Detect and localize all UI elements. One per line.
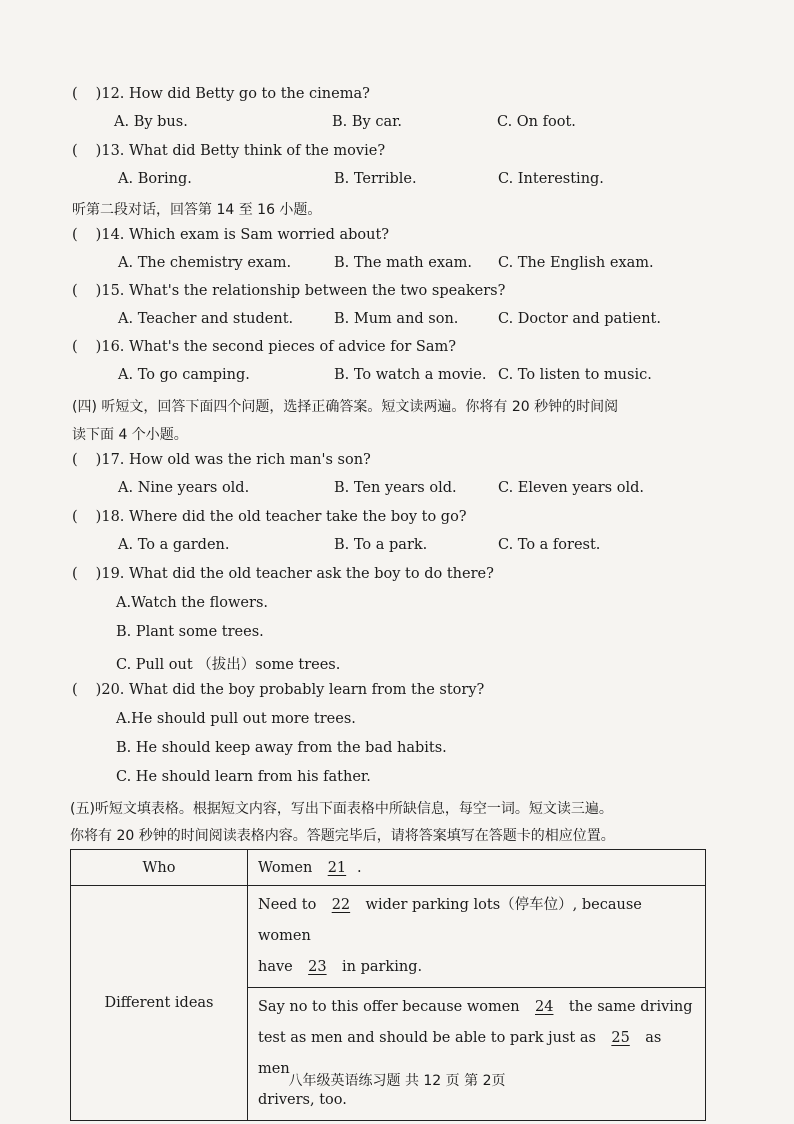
question-16 — [72, 339, 456, 355]
option-c: C. He should learn from his father. — [116, 769, 371, 785]
idea1-text-b: wider parking lots（停车位）, because women — [258, 897, 642, 944]
option-a: A. The chemistry exam. — [118, 255, 292, 271]
answer-paren-open[interactable]: ( — [72, 566, 78, 582]
question-19 — [72, 566, 494, 582]
idea2-text-a: Say no to this offer because women — [258, 999, 520, 1015]
option-a: A. Boring. — [118, 171, 192, 187]
blank-23[interactable]: 23 — [308, 959, 327, 975]
question-15 — [72, 283, 505, 299]
instruction-part2: 听第二段对话，回答第 14 至 16 小题。 — [72, 202, 322, 218]
option-b: B. Terrible. — [334, 171, 417, 187]
page-footer: 八年级英语练习题 共 12 页 第 2页 — [288, 1073, 506, 1089]
question-17 — [72, 452, 371, 468]
idea2-text-c: test as men and should be able to park just as — [258, 1030, 596, 1046]
answer-paren-open[interactable]: ( — [72, 339, 78, 355]
option-b: B. To a park. — [334, 537, 428, 553]
idea-one-cell — [248, 886, 706, 988]
answer-paren-open[interactable]: ( — [72, 143, 78, 159]
option-c: C. To listen to music. — [498, 367, 652, 383]
option-b: B. The math exam. — [334, 255, 473, 271]
question-stem: 15. What's the relationship between the two speakers? — [101, 283, 506, 299]
row-who-content — [248, 850, 706, 886]
answer-paren-open[interactable]: ( — [72, 227, 78, 243]
answer-paren-close: ) — [95, 227, 102, 243]
idea1-text-c: have — [258, 959, 293, 975]
question-14 — [72, 227, 389, 243]
answer-paren-close: ) — [95, 509, 102, 525]
question-18 — [72, 509, 467, 525]
who-suffix: . — [356, 859, 362, 876]
option-c: C. The English exam. — [498, 255, 654, 271]
instruction-part4-line1: (四) 听短文，回答下面四个问题，选择正确答案。短文读两遍。你将有 20 秒钟的时间阅 — [72, 399, 619, 415]
answer-paren-close: ) — [95, 283, 102, 299]
answer-paren-close: ) — [95, 682, 102, 698]
option-c: C. Pull out （拔出）some trees. — [116, 657, 341, 673]
answer-paren-close: ) — [95, 339, 102, 355]
row-label-who: Who — [71, 850, 248, 886]
option-b: B. Plant some trees. — [116, 624, 264, 640]
option-b: B. He should keep away from the bad habits. — [116, 740, 447, 756]
question-stem: 16. What's the second pieces of advice for Sam? — [101, 339, 456, 355]
answer-paren-open[interactable]: ( — [72, 452, 78, 468]
answer-paren-close: ) — [95, 566, 102, 582]
option-c: C. Eleven years old. — [498, 480, 644, 496]
option-a: A. To a garden. — [118, 537, 230, 553]
option-a: A. Teacher and student. — [118, 311, 294, 327]
answer-paren-open[interactable]: ( — [72, 509, 78, 525]
question-20 — [72, 682, 484, 698]
option-c: C. Interesting. — [498, 171, 604, 187]
option-b: B. Ten years old. — [334, 480, 457, 496]
answer-paren-close: ) — [95, 143, 102, 159]
question-stem: 13. What did Betty think of the movie? — [101, 143, 386, 159]
idea-two-cell — [248, 988, 706, 1121]
blank-22[interactable]: 22 — [331, 897, 351, 913]
option-c: C. To a forest. — [498, 537, 601, 553]
idea1-text-a: Need to — [258, 897, 317, 913]
option-a: A.Watch the flowers. — [116, 595, 268, 611]
question-stem: 18. Where did the old teacher take the boy to go? — [101, 509, 467, 525]
option-b: B. Mum and son. — [334, 311, 459, 327]
question-12 — [72, 86, 370, 102]
blank-24[interactable]: 24 — [535, 999, 554, 1015]
question-stem: 14. Which exam is Sam worried about? — [101, 227, 390, 243]
option-c: C. On foot. — [497, 114, 576, 130]
answer-paren-open[interactable]: ( — [72, 682, 78, 698]
question-stem: 17. How old was the rich man's son? — [101, 452, 371, 468]
who-prefix: Women — [258, 859, 313, 876]
answer-paren-close: ) — [95, 452, 102, 468]
instruction-part4-line2: 读下面 4 个小题。 — [72, 427, 188, 443]
option-a: A. Nine years old. — [118, 480, 250, 496]
question-stem: 20. What did the boy probably learn from the story? — [101, 682, 485, 698]
answer-paren-open[interactable]: ( — [72, 86, 78, 102]
blank-25[interactable]: 25 — [611, 1030, 630, 1046]
question-stem: 19. What did the old teacher ask the boy to do there? — [101, 566, 494, 582]
instruction-part5-line2: 你将有 20 秒钟的时间阅读表格内容。答题完毕后，请将答案填写在答题卡的相应位置。 — [70, 828, 615, 844]
idea2-text-d: as men — [258, 1030, 662, 1077]
option-a: A.He should pull out more trees. — [116, 711, 356, 727]
answer-paren-open[interactable]: ( — [72, 283, 78, 299]
option-c: C. Doctor and patient. — [498, 311, 661, 327]
blank-21[interactable]: 21 — [327, 859, 347, 876]
option-b: B. To watch a movie. — [334, 367, 487, 383]
question-stem: 12. How did Betty go to the cinema? — [101, 86, 370, 102]
answer-paren-close: ) — [95, 86, 102, 102]
option-a: A. By bus. — [114, 114, 188, 130]
question-13 — [72, 143, 385, 159]
row-label-different-ideas: Different ideas — [71, 886, 248, 1121]
idea1-text-d: in parking. — [341, 959, 423, 975]
idea2-text-e: drivers, too. — [258, 1092, 347, 1108]
instruction-part5-line1: (五)听短文填表格。根据短文内容，写出下面表格中所缺信息，每空一词。短文读三遍。 — [70, 801, 613, 817]
option-b: B. By car. — [332, 114, 403, 130]
idea2-text-b: the same driving — [568, 999, 693, 1015]
option-a: A. To go camping. — [118, 367, 250, 383]
